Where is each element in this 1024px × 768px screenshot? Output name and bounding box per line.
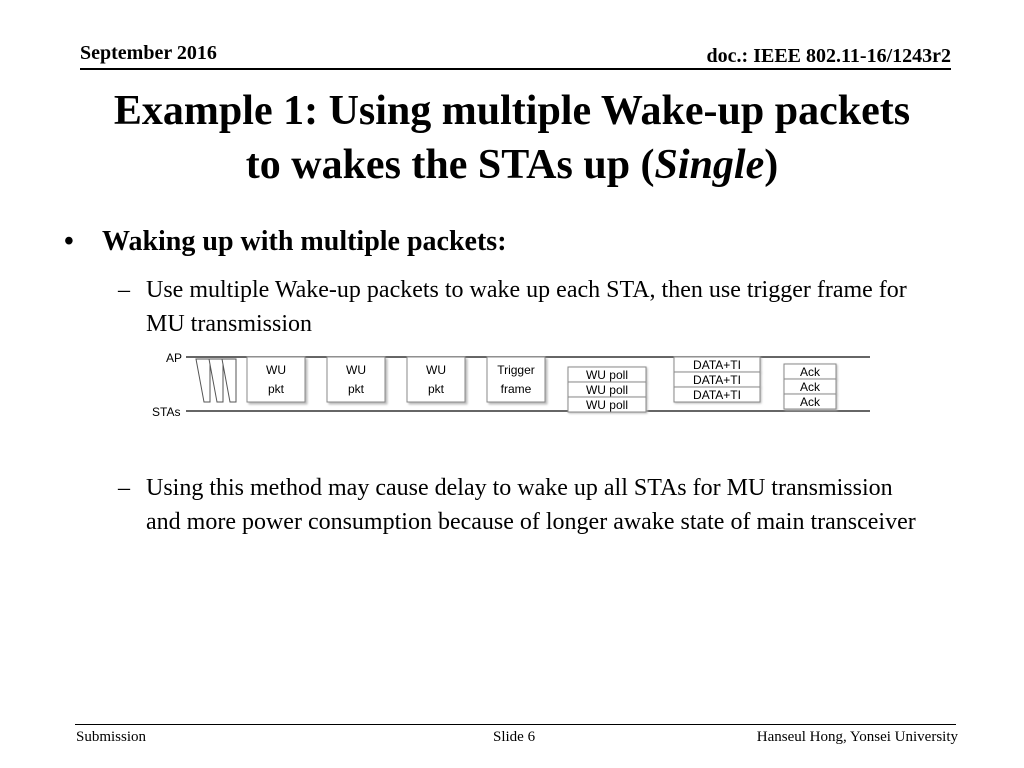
footer-submission: Submission: [76, 729, 147, 745]
wu-packet-1-line2: pkt: [267, 382, 285, 396]
title-line2-italic: Single: [654, 142, 765, 188]
trigger-line1: Trigger: [497, 363, 535, 377]
wu-packet-2-line2: pkt: [347, 382, 365, 396]
header-doc-id: doc.: IEEE 802.11-16/1243r2: [706, 45, 951, 67]
wu-packet-3: [407, 357, 465, 402]
wu-packet-1: [247, 357, 305, 402]
data-frame-stack: [674, 357, 760, 402]
stas-label: STAs: [152, 405, 181, 419]
header-date: September 2016: [80, 42, 217, 64]
sub-bullet-1: [118, 273, 928, 341]
ack-stack: [784, 364, 836, 409]
bullet-item: [64, 226, 507, 258]
ap-label: AP: [166, 351, 183, 365]
data-frame-1: DATA+TI: [693, 358, 741, 372]
bullet-marker: •: [64, 226, 74, 257]
wu-packet-3-line1: WU: [426, 363, 446, 377]
bullet-text: Waking up with multiple packets:: [102, 226, 507, 257]
footer-author: Hanseul Hong, Yonsei University: [756, 729, 958, 745]
ack-1: Ack: [799, 365, 821, 379]
title-line2-suffix: ): [764, 142, 779, 188]
wu-packet-2-line1: WU: [346, 363, 366, 377]
slide-title-line1: Example 1: Using multiple Wake-up packets: [113, 88, 911, 134]
wu-poll-3: WU poll: [585, 398, 629, 412]
stacked-wu-frames: [196, 359, 236, 402]
trigger-line2: frame: [500, 382, 532, 396]
sub-bullet-1-text: Use multiple Wake-up packets to wake up each STA, then use trigger frame for MU transmission: [146, 277, 907, 337]
footer-slide-number: Slide 6: [493, 729, 536, 745]
sub-bullet-2: [118, 471, 928, 539]
dash-marker: –: [118, 277, 130, 303]
footer-divider: [75, 724, 956, 725]
wu-packet-1-line1: WU: [266, 363, 286, 377]
ack-3: Ack: [799, 395, 821, 409]
slide-title: [60, 84, 964, 192]
ack-2: Ack: [799, 380, 821, 394]
slide-title-line2: [60, 138, 964, 192]
wu-poll-stack: [568, 367, 646, 412]
data-frame-3: DATA+TI: [693, 388, 741, 402]
trigger-frame: [487, 357, 545, 402]
wu-poll-1: WU poll: [585, 368, 629, 382]
title-line2-prefix: to wakes the STAs up (: [245, 142, 655, 188]
sub-bullet-2-text: Using this method may cause delay to wake up all STAs for MU transmission and more power consumption because of longer awake state of main transceiver: [146, 475, 916, 535]
header-divider: [80, 68, 951, 70]
data-frame-2: DATA+TI: [693, 373, 741, 387]
dash-marker: –: [118, 475, 130, 501]
wu-packet-2: [327, 357, 385, 402]
timing-diagram: [140, 344, 880, 424]
wu-packet-3-line2: pkt: [427, 382, 445, 396]
wu-poll-2: WU poll: [585, 383, 629, 397]
